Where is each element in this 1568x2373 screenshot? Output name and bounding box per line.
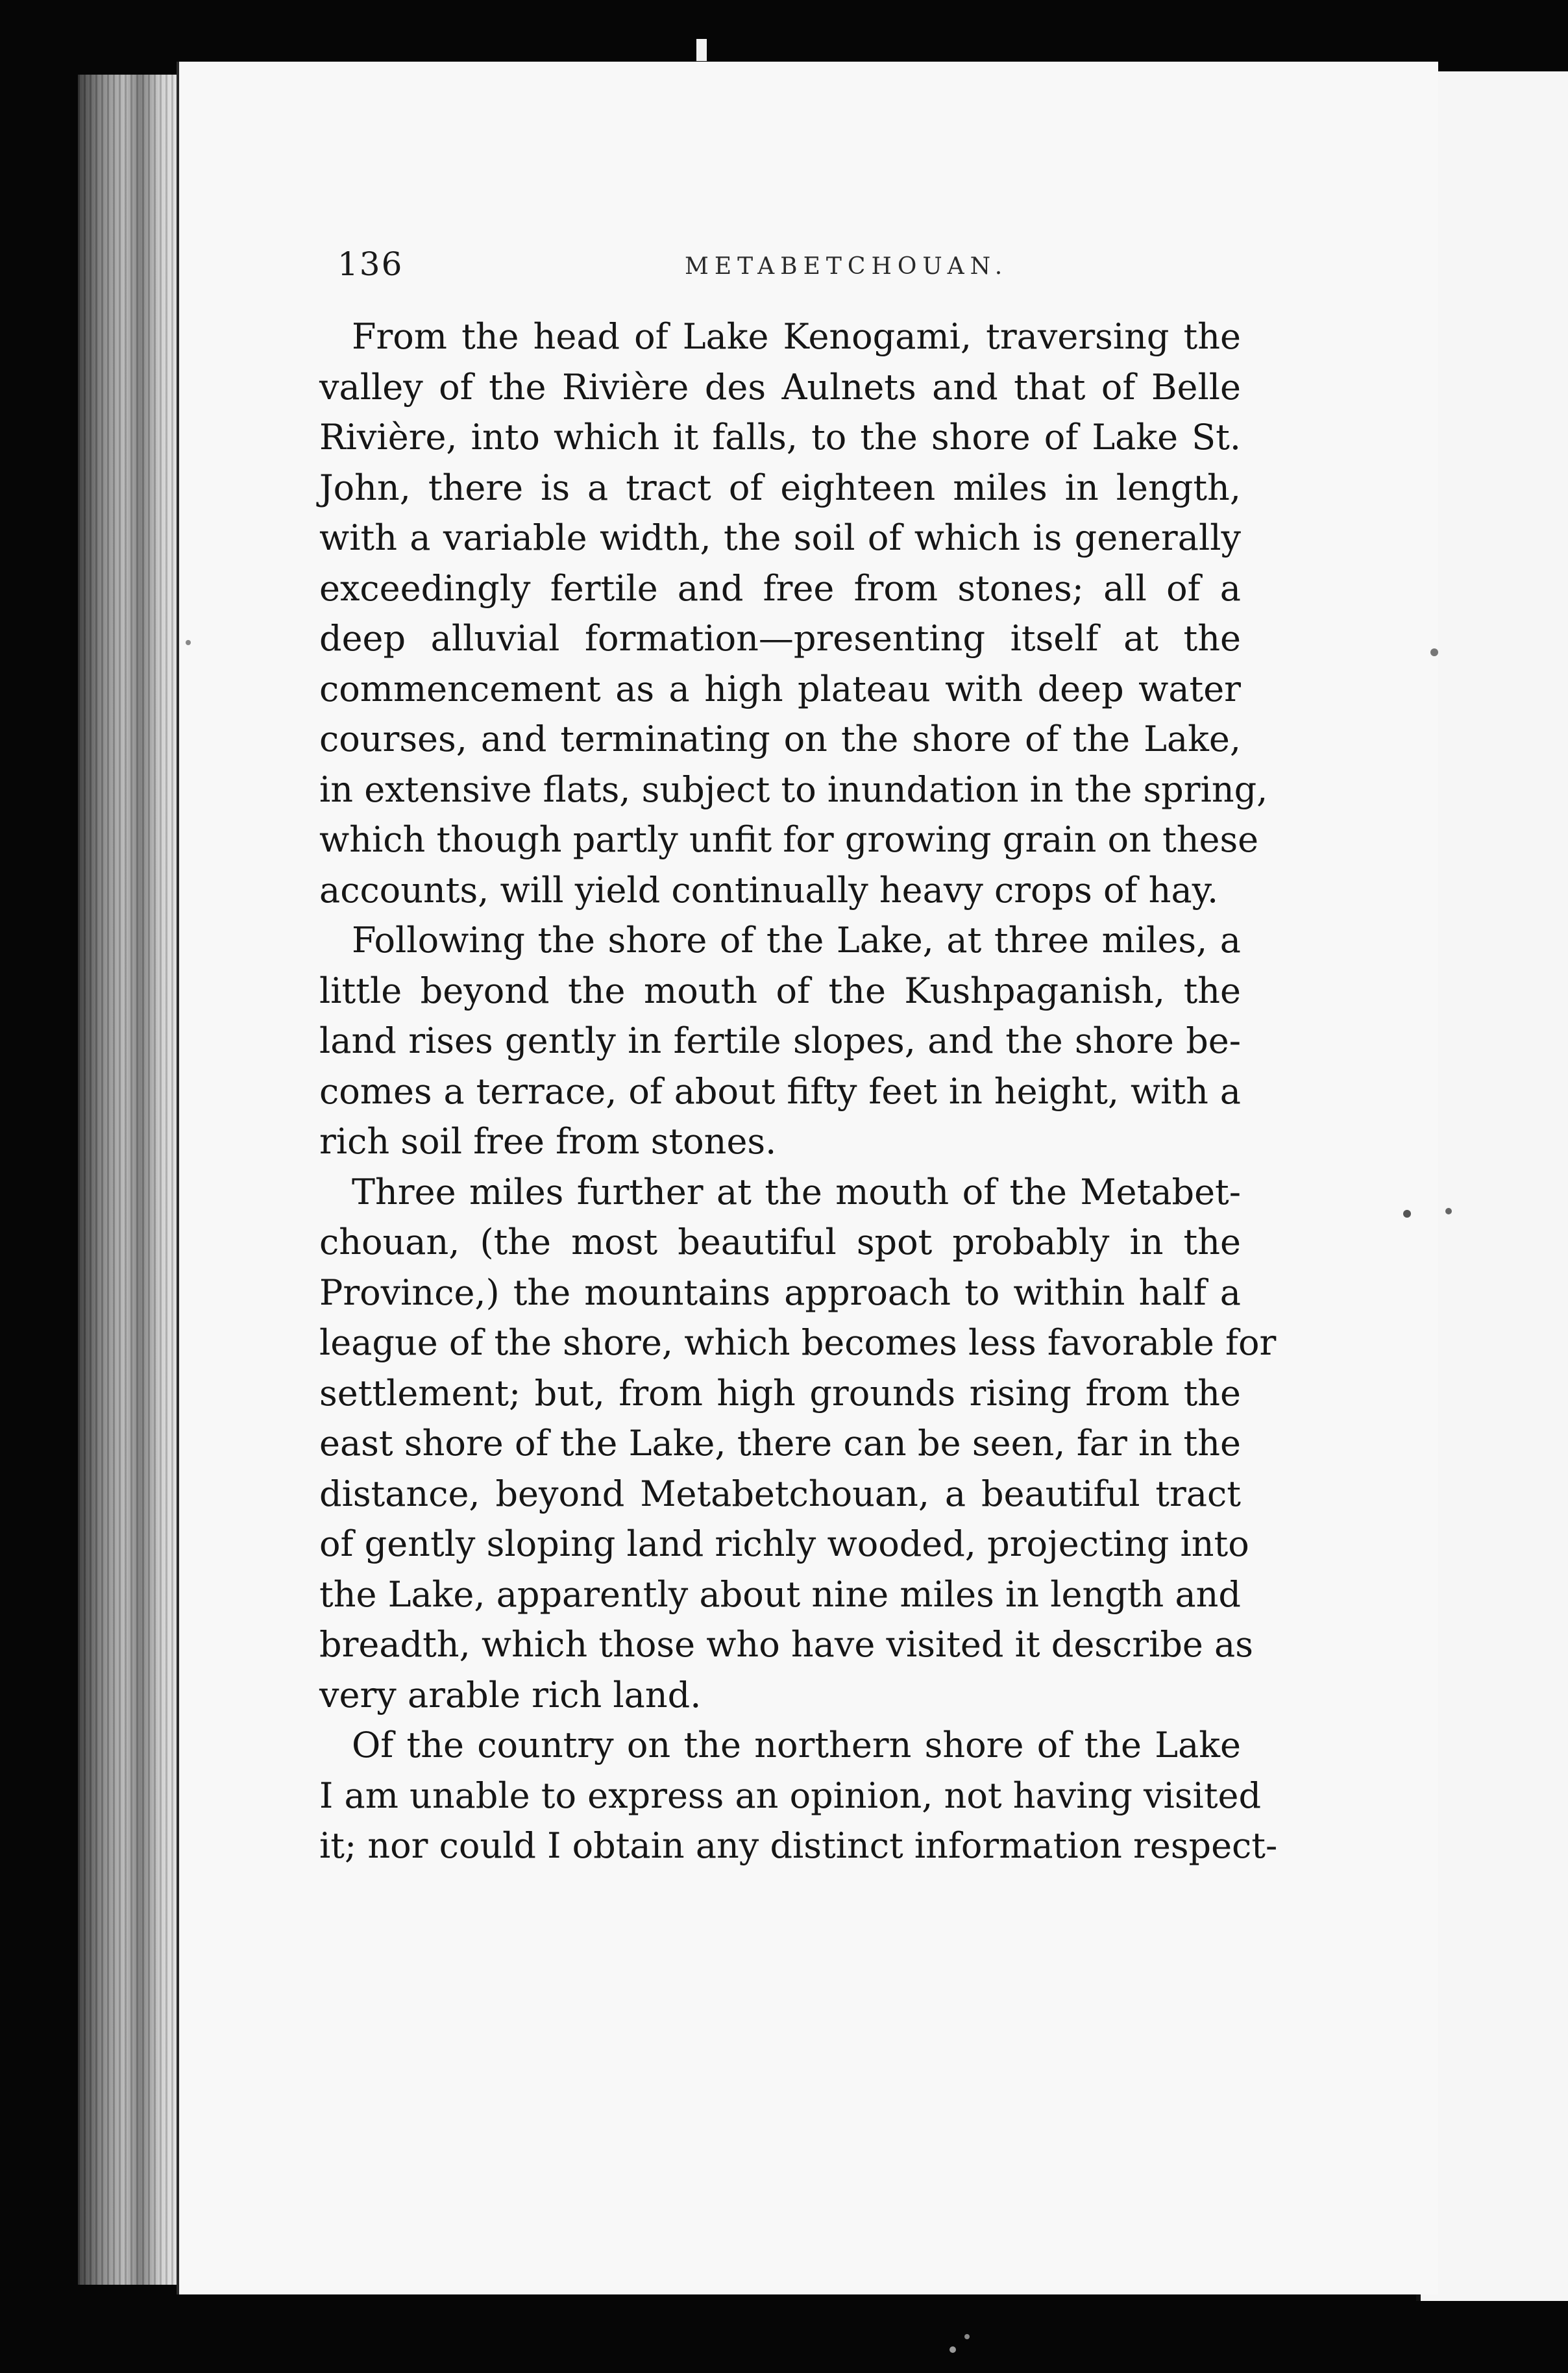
page-number: 136 bbox=[337, 245, 404, 283]
paragraph bbox=[319, 312, 1268, 915]
text-line: From the head of Lake Kenogami, traversing the bbox=[352, 316, 1241, 357]
text-line: of gently sloping land richly wooded, projecting into bbox=[319, 1523, 1249, 1564]
book-binding-edge bbox=[78, 75, 182, 2285]
text-line: land rises gently in fertile slopes, and the shore be- bbox=[319, 1020, 1241, 1061]
running-head: METABETCHOUAN. bbox=[685, 253, 1009, 280]
paragraph bbox=[319, 915, 1241, 1167]
text-line: distance, beyond Metabetchouan, a beautiful tract bbox=[319, 1473, 1241, 1514]
text-line: in extensive flats, subject to inundation in the spring, bbox=[319, 768, 1268, 810]
text-line: breadth, which those who have visited it describe as bbox=[319, 1624, 1253, 1665]
text-line: Rivière, into which it falls, to the shore of Lake St. bbox=[319, 417, 1241, 458]
text-line: chouan, (the most beautiful spot probably in the bbox=[319, 1222, 1241, 1262]
text-line: deep alluvial formation—presenting itself at the bbox=[319, 618, 1241, 659]
text-line: with a variable width, the soil of which is generally bbox=[319, 517, 1241, 558]
text-line: Of the country on the northern shore of the Lake bbox=[352, 1725, 1241, 1765]
text-line: very arable rich land. bbox=[319, 1674, 702, 1715]
text-line: comes a terrace, of about fifty feet in height, with a bbox=[319, 1070, 1241, 1112]
text-line: it; nor could I obtain any distinct information respect- bbox=[319, 1825, 1278, 1866]
text-line: league of the shore, which becomes less favorable for bbox=[319, 1322, 1277, 1363]
text-line: exceedingly fertile and free from stones; all of a bbox=[319, 567, 1241, 609]
text-line: settlement; but, from high grounds rising from the bbox=[319, 1372, 1241, 1414]
text-line: little beyond the mouth of the Kushpaganish, the bbox=[319, 970, 1241, 1011]
text-line: Province,) the mountains approach to within half a bbox=[319, 1272, 1241, 1313]
text-line: accounts, will yield continually heavy crops of hay. bbox=[319, 869, 1219, 911]
text-line: courses, and terminating on the shore of the Lake, bbox=[319, 719, 1241, 759]
page-header bbox=[337, 245, 1246, 291]
paragraph bbox=[319, 1720, 1278, 1871]
text-line: I am unable to express an opinion, not having visited bbox=[319, 1775, 1262, 1816]
text-line: valley of the Rivière des Aulnets and that of Belle bbox=[319, 366, 1241, 408]
text-line: rich soil free from stones. bbox=[319, 1121, 777, 1162]
facing-page-edge bbox=[1416, 71, 1568, 2301]
body-text bbox=[319, 312, 1278, 1871]
paragraph bbox=[319, 1167, 1277, 1721]
text-line: John, there is a tract of eighteen miles in length, bbox=[319, 467, 1241, 508]
text-line: commencement as a high plateau with deep water bbox=[319, 668, 1241, 709]
text-line: Following the shore of the Lake, at three miles, a bbox=[352, 920, 1241, 961]
text-line: Three miles further at the mouth of the Metabet- bbox=[352, 1171, 1241, 1212]
text-line: east shore of the Lake, there can be seen, far in the bbox=[319, 1423, 1241, 1464]
text-line: which though partly unfit for growing grain on these bbox=[319, 819, 1259, 860]
text-line: the Lake, apparently about nine miles in length and bbox=[319, 1573, 1241, 1615]
